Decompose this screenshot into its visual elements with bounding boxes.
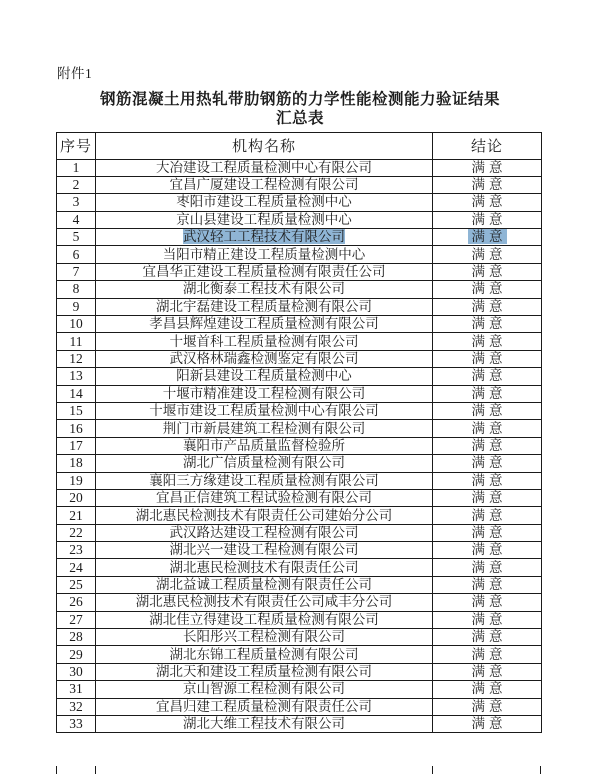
conclusion-cell xyxy=(433,402,542,419)
institution-name-cell xyxy=(96,368,433,385)
table-row xyxy=(57,716,542,733)
institution-name-cell xyxy=(96,194,433,211)
conclusion-cell xyxy=(433,159,542,176)
table-row xyxy=(57,559,542,576)
institution-name-cell xyxy=(96,576,433,593)
institution-name-cell-text: 大冶建设工程质量检测中心有限公司 xyxy=(156,159,372,175)
conclusion-cell-text: 满意 xyxy=(471,316,507,332)
conclusion-cell xyxy=(433,263,542,280)
row-index-cell: 18 xyxy=(57,455,96,472)
conclusion-cell-text: 满意 xyxy=(471,437,507,453)
conclusion-cell xyxy=(433,698,542,715)
conclusion-cell-text: 满意 xyxy=(471,264,507,280)
results-table xyxy=(56,132,542,733)
conclusion-cell-text: 满意 xyxy=(471,664,507,680)
row-index-cell: 16 xyxy=(57,420,96,437)
conclusion-cell xyxy=(433,542,542,559)
row-index-cell: 19 xyxy=(57,472,96,489)
conclusion-cell xyxy=(433,472,542,489)
institution-name-cell xyxy=(96,298,433,315)
table-row xyxy=(57,159,542,176)
conclusion-cell xyxy=(433,646,542,663)
table-continuation-stub xyxy=(540,766,541,774)
table-row xyxy=(57,333,542,350)
institution-name-cell xyxy=(96,350,433,367)
conclusion-cell xyxy=(433,681,542,698)
table-row xyxy=(57,455,542,472)
row-index-cell: 1 xyxy=(57,159,96,176)
institution-name-cell-text: 长阳彤兴工程检测有限公司 xyxy=(183,629,345,645)
conclusion-cell xyxy=(433,368,542,385)
institution-name-cell xyxy=(96,159,433,176)
conclusion-cell xyxy=(433,176,542,193)
conclusion-cell-text: 满意 xyxy=(471,177,507,193)
institution-name-cell xyxy=(96,698,433,715)
conclusion-cell xyxy=(433,229,542,246)
institution-name-cell xyxy=(96,594,433,611)
conclusion-cell xyxy=(433,576,542,593)
row-index-cell: 27 xyxy=(57,611,96,628)
institution-name-cell-text: 襄阳三方缘建设工程质量检测有限公司 xyxy=(149,472,379,488)
row-index-cell: 6 xyxy=(57,246,96,263)
table-row xyxy=(57,611,542,628)
row-index-cell: 32 xyxy=(57,698,96,715)
table-row xyxy=(57,437,542,454)
institution-name-cell xyxy=(96,176,433,193)
institution-name-cell xyxy=(96,385,433,402)
table-row xyxy=(57,229,542,246)
conclusion-cell-text: 满意 xyxy=(471,542,507,558)
conclusion-cell xyxy=(433,333,542,350)
institution-name-cell-text: 十堰首科工程质量检测有限公司 xyxy=(169,333,359,349)
table-row xyxy=(57,629,542,646)
table-row xyxy=(57,472,542,489)
institution-name-cell-text: 武汉轻工工程技术有限公司 xyxy=(183,229,345,245)
conclusion-cell xyxy=(433,559,542,576)
institution-name-cell xyxy=(96,229,433,246)
institution-name-cell xyxy=(96,281,433,298)
institution-name-cell-text: 枣阳市建设工程质量检测中心 xyxy=(176,194,352,210)
table-row xyxy=(57,698,542,715)
institution-name-cell-text: 京山智源工程检测有限公司 xyxy=(183,681,345,697)
table-continuation-stub xyxy=(95,766,96,774)
conclusion-cell-text: 满意 xyxy=(471,420,507,436)
row-index-cell: 33 xyxy=(57,716,96,733)
institution-name-cell xyxy=(96,663,433,680)
table-row xyxy=(57,420,542,437)
institution-name-cell xyxy=(96,716,433,733)
conclusion-cell xyxy=(433,281,542,298)
row-index-cell: 12 xyxy=(57,350,96,367)
institution-name-cell-text: 湖北惠民检测技术有限责任公司建始分公司 xyxy=(135,507,393,523)
table-row xyxy=(57,507,542,524)
conclusion-cell xyxy=(433,316,542,333)
row-index-cell: 15 xyxy=(57,402,96,419)
row-index-cell: 31 xyxy=(57,681,96,698)
institution-name-cell-text: 湖北宇磊建设工程质量检测有限公司 xyxy=(156,298,372,314)
institution-name-cell-text: 湖北益诚工程质量检测有限责任公司 xyxy=(156,577,372,593)
institution-name-cell xyxy=(96,263,433,280)
conclusion-cell-text: 满意 xyxy=(471,403,507,419)
conclusion-cell-text: 满意 xyxy=(471,350,507,366)
conclusion-cell xyxy=(433,420,542,437)
conclusion-cell-text: 满意 xyxy=(471,559,507,575)
institution-name-cell-text: 宜昌正信建筑工程试验检测有限公司 xyxy=(156,490,372,506)
table-row xyxy=(57,316,542,333)
conclusion-cell-text: 满意 xyxy=(471,333,507,349)
institution-name-cell-text: 孝昌县辉煌建设工程质量检测有限公司 xyxy=(149,316,379,332)
table-row xyxy=(57,281,542,298)
institution-name-cell xyxy=(96,629,433,646)
table-row xyxy=(57,263,542,280)
conclusion-cell-text: 满意 xyxy=(471,611,507,627)
table-continuation-stub xyxy=(432,766,433,774)
institution-name-cell xyxy=(96,472,433,489)
title-line-1: 钢筋混凝土用热轧带肋钢筋的力学性能检测能力验证结果 xyxy=(99,91,500,108)
table-row xyxy=(57,524,542,541)
institution-name-cell xyxy=(96,316,433,333)
conclusion-cell xyxy=(433,629,542,646)
row-index-cell: 20 xyxy=(57,489,96,506)
institution-name-cell xyxy=(96,542,433,559)
institution-name-cell-text: 湖北天和建设工程质量检测有限公司 xyxy=(156,664,372,680)
institution-name-cell-text: 湖北兴一建设工程检测有限公司 xyxy=(169,542,359,558)
row-index-cell: 23 xyxy=(57,542,96,559)
conclusion-cell xyxy=(433,524,542,541)
conclusion-cell xyxy=(433,716,542,733)
conclusion-cell-text: 满意 xyxy=(471,472,507,488)
conclusion-cell xyxy=(433,246,542,263)
conclusion-cell-text: 满意 xyxy=(471,281,507,297)
row-index-cell: 24 xyxy=(57,559,96,576)
institution-name-cell-text: 武汉格林瑞鑫检测鉴定有限公司 xyxy=(169,350,359,366)
table-row xyxy=(57,576,542,593)
row-index-cell: 14 xyxy=(57,385,96,402)
conclusion-cell xyxy=(433,611,542,628)
institution-name-cell-text: 京山县建设工程质量检测中心 xyxy=(176,211,352,227)
table-row xyxy=(57,489,542,506)
title-line-2: 汇总表 xyxy=(275,110,324,127)
table-row xyxy=(57,176,542,193)
table-row xyxy=(57,385,542,402)
conclusion-cell-text: 满意 xyxy=(468,229,507,244)
row-index-cell: 28 xyxy=(57,629,96,646)
conclusion-cell-text: 满意 xyxy=(471,455,507,471)
table-row xyxy=(57,298,542,315)
attachment-label: 附件1 xyxy=(57,66,93,81)
row-index-cell: 10 xyxy=(57,316,96,333)
institution-name-cell xyxy=(96,437,433,454)
institution-name-cell-text: 宜昌广厦建设工程检测有限公司 xyxy=(169,177,359,193)
conclusion-cell xyxy=(433,507,542,524)
table-row xyxy=(57,350,542,367)
table-header-row xyxy=(57,133,542,160)
institution-name-cell-text: 阳新县建设工程质量检测中心 xyxy=(176,368,352,384)
row-index-cell: 29 xyxy=(57,646,96,663)
row-index-cell: 2 xyxy=(57,176,96,193)
conclusion-cell-text: 满意 xyxy=(471,594,507,610)
row-index-cell: 22 xyxy=(57,524,96,541)
institution-name-cell-text: 湖北大维工程技术有限公司 xyxy=(183,716,345,732)
conclusion-cell xyxy=(433,194,542,211)
institution-name-cell xyxy=(96,611,433,628)
conclusion-cell-text: 满意 xyxy=(471,246,507,262)
conclusion-cell-text: 满意 xyxy=(471,490,507,506)
column-header-name: 机构名称 xyxy=(96,133,433,160)
table-row xyxy=(57,594,542,611)
table-row xyxy=(57,246,542,263)
table-row xyxy=(57,211,542,228)
institution-name-cell xyxy=(96,559,433,576)
row-index-cell: 8 xyxy=(57,281,96,298)
conclusion-cell-text: 满意 xyxy=(471,211,507,227)
institution-name-cell-text: 襄阳市产品质量监督检验所 xyxy=(183,437,345,453)
institution-name-cell-text: 荆门市新晨建筑工程检测有限公司 xyxy=(162,420,366,436)
table-continuation-stub xyxy=(56,766,57,774)
conclusion-cell xyxy=(433,437,542,454)
row-index-cell: 7 xyxy=(57,263,96,280)
conclusion-cell xyxy=(433,663,542,680)
column-header-conclusion: 结论 xyxy=(433,133,542,160)
conclusion-cell-text: 满意 xyxy=(471,159,507,175)
institution-name-cell-text: 宜昌华正建设工程质量检测有限责任公司 xyxy=(142,264,386,280)
conclusion-cell-text: 满意 xyxy=(471,507,507,523)
institution-name-cell-text: 湖北东锦工程质量检测有限公司 xyxy=(169,646,359,662)
table-row xyxy=(57,681,542,698)
conclusion-cell-text: 满意 xyxy=(471,716,507,732)
institution-name-cell-text: 湖北惠民检测技术有限责任公司咸丰分公司 xyxy=(135,594,393,610)
row-index-cell: 9 xyxy=(57,298,96,315)
institution-name-cell-text: 湖北惠民检测技术有限责任公司 xyxy=(169,559,359,575)
row-index-cell: 4 xyxy=(57,211,96,228)
conclusion-cell xyxy=(433,489,542,506)
conclusion-cell xyxy=(433,455,542,472)
table-row xyxy=(57,663,542,680)
conclusion-cell-text: 满意 xyxy=(471,368,507,384)
row-index-cell: 17 xyxy=(57,437,96,454)
institution-name-cell xyxy=(96,507,433,524)
table-row xyxy=(57,402,542,419)
conclusion-cell-text: 满意 xyxy=(471,194,507,210)
conclusion-cell xyxy=(433,594,542,611)
institution-name-cell xyxy=(96,246,433,263)
institution-name-cell xyxy=(96,455,433,472)
institution-name-cell-text: 湖北广信质量检测有限公司 xyxy=(183,455,345,471)
table-row xyxy=(57,542,542,559)
institution-name-cell xyxy=(96,524,433,541)
table-row xyxy=(57,368,542,385)
institution-name-cell xyxy=(96,646,433,663)
table-row xyxy=(57,194,542,211)
row-index-cell: 5 xyxy=(57,229,96,246)
row-index-cell: 26 xyxy=(57,594,96,611)
institution-name-cell xyxy=(96,681,433,698)
institution-name-cell xyxy=(96,333,433,350)
institution-name-cell-text: 湖北衡泰工程技术有限公司 xyxy=(183,281,345,297)
institution-name-cell-text: 十堰市建设工程质量检测中心有限公司 xyxy=(149,403,379,419)
conclusion-cell xyxy=(433,211,542,228)
institution-name-cell xyxy=(96,211,433,228)
conclusion-cell-text: 满意 xyxy=(471,698,507,714)
conclusion-cell xyxy=(433,385,542,402)
conclusion-cell xyxy=(433,298,542,315)
conclusion-cell-text: 满意 xyxy=(471,629,507,645)
conclusion-cell-text: 满意 xyxy=(471,681,507,697)
conclusion-cell-text: 满意 xyxy=(471,524,507,540)
institution-name-cell-text: 湖北佳立得建设工程质量检测有限公司 xyxy=(149,611,379,627)
conclusion-cell-text: 满意 xyxy=(471,646,507,662)
row-index-cell: 11 xyxy=(57,333,96,350)
institution-name-cell xyxy=(96,402,433,419)
row-index-cell: 21 xyxy=(57,507,96,524)
conclusion-cell xyxy=(433,350,542,367)
conclusion-cell-text: 满意 xyxy=(471,298,507,314)
row-index-cell: 3 xyxy=(57,194,96,211)
institution-name-cell xyxy=(96,420,433,437)
institution-name-cell-text: 十堰市精准建设工程检测有限公司 xyxy=(162,385,366,401)
document-title xyxy=(0,90,600,128)
conclusion-cell-text: 满意 xyxy=(471,577,507,593)
institution-name-cell xyxy=(96,489,433,506)
row-index-cell: 13 xyxy=(57,368,96,385)
conclusion-cell-text: 满意 xyxy=(471,385,507,401)
row-index-cell: 25 xyxy=(57,576,96,593)
table-row xyxy=(57,646,542,663)
institution-name-cell-text: 宜昌归建工程质量检测有限责任公司 xyxy=(156,698,372,714)
column-header-index: 序号 xyxy=(57,133,96,160)
institution-name-cell-text: 当阳市精正建设工程质量检测中心 xyxy=(162,246,366,262)
row-index-cell: 30 xyxy=(57,663,96,680)
institution-name-cell-text: 武汉路达建设工程检测有限公司 xyxy=(169,524,359,540)
